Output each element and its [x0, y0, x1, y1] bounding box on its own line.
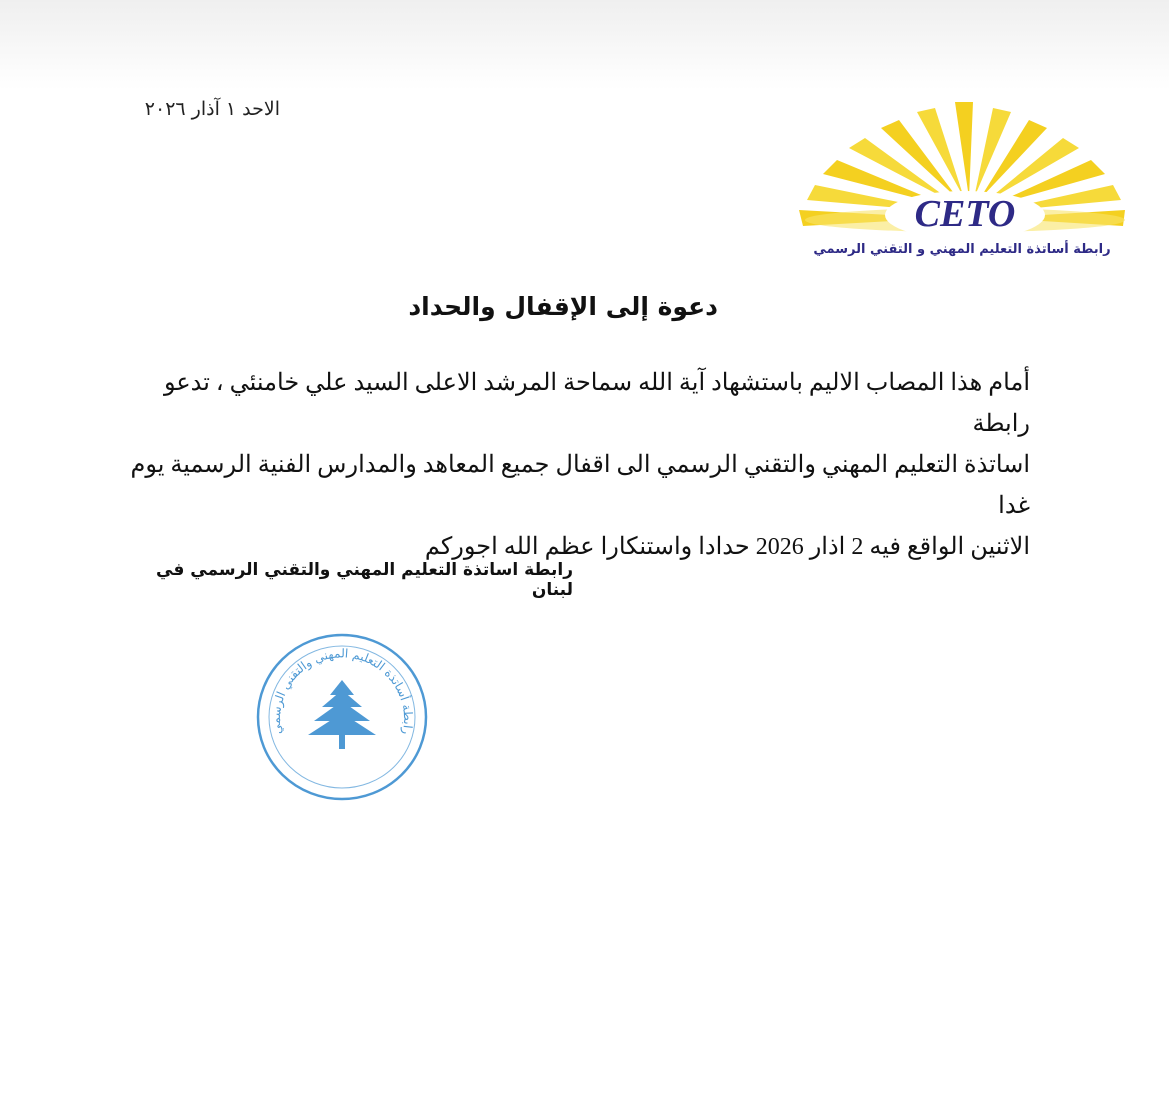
page-top-shade — [0, 0, 1169, 90]
body-line-1: أمام هذا المصاب الاليم باستشهاد آية الله سماحة المرشد الاعلى السيد علي خامنئي ، تدعو رابطة — [163, 370, 1030, 437]
signature: رابطة اساتذة التعليم المهني والتقني الرسمي في لبنان — [156, 560, 573, 600]
body-line-2: اساتذة التعليم المهني والتقني الرسمي الى اقفال جميع المعاهد والمدارس الفنية الرسمية يوم غدا — [130, 452, 1030, 519]
ceto-wordmark: CETO — [914, 193, 1016, 235]
official-stamp — [250, 625, 435, 810]
invitation-body — [120, 363, 1030, 568]
logo-org-name: رابطة أساتذة التعليم المهني و التقني الرسمي — [813, 242, 1111, 257]
cedar-tree-icon — [308, 680, 376, 749]
body-line-3: الاثنين الواقع فيه 2 اذار 2026 حدادا واستنكارا عظم الله اجوركم — [424, 534, 1030, 560]
date-text: الاحد ١ آذار ٢٠٢٦ — [144, 98, 280, 120]
stamp-text: رابطة أساتذة التعليم المهني والتقني الرسمي — [268, 646, 416, 736]
page-title: دعوة إلى الإقفال والحداد — [408, 292, 718, 321]
ceto-logo — [795, 90, 1130, 270]
